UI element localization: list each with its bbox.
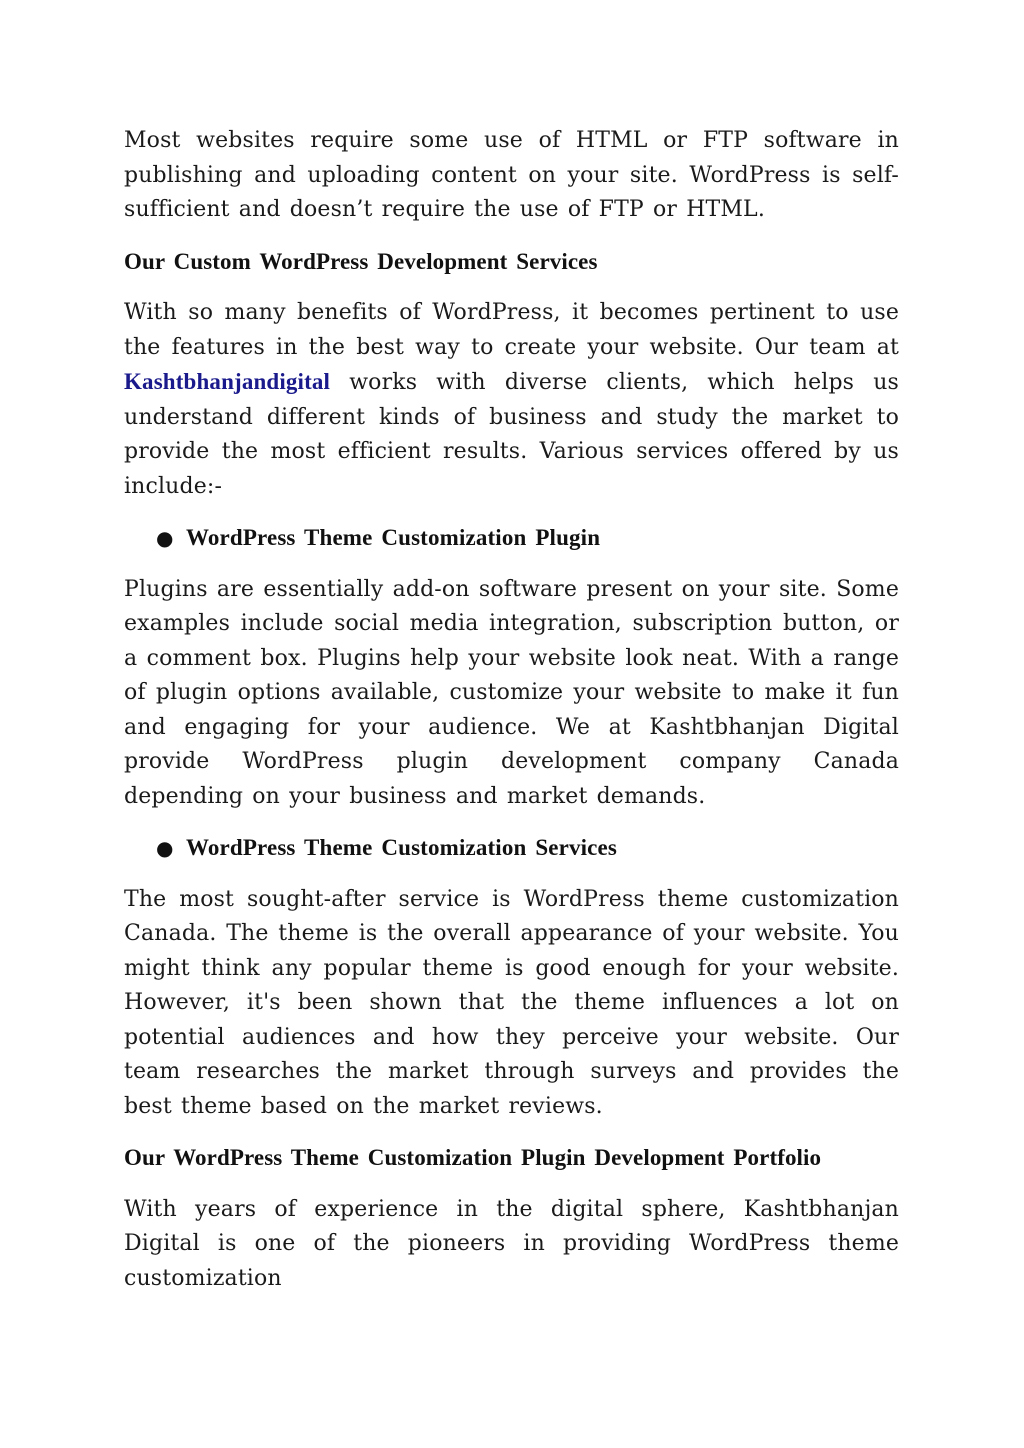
kashtbhanjandigital-link[interactable]: Kashtbhanjandigital bbox=[124, 369, 331, 394]
section-heading-services: Our Custom WordPress Development Services bbox=[124, 248, 598, 274]
section-heading-portfolio: Our WordPress Theme Customization Plugin Development Portfolio bbox=[124, 1145, 822, 1170]
theme-paragraph: The most sought-after service is WordPress theme customization Canada. The theme is the overall appearance of your website. You might think any popular theme is good enough for your website. However, it's been shown that the theme influences a lot on potential audiences and how they perceive your website. Our team researches the market through surveys and provides the best theme based on the market reviews. bbox=[124, 886, 899, 1119]
plugin-paragraph: Plugins are essentially add-on software present on your site. Some examples include social media integration, subscription button, or a comment box. Plugins help your website look neat. With a range of plugin options available, customize your website to make it fun and engaging for your audience. We at Kashtbhanjan Digital provide WordPress plugin development company Canada depending on your business and market demands. bbox=[124, 576, 899, 809]
bullet-item-plugin bbox=[124, 521, 899, 556]
services-paragraph bbox=[124, 296, 899, 504]
bullet-dot-icon: ● bbox=[156, 526, 174, 550]
services-text-start: With so many benefits of WordPress, it becomes pertinent to use the features in the best way to create your website. Our team at bbox=[124, 300, 899, 360]
intro-paragraph: Most websites require some use of HTML or FTP software in publishing and uploading content on your site. WordPress is self-sufficient and doesn’t require the use of FTP or HTML. bbox=[124, 128, 899, 222]
bullet-dot-icon: ● bbox=[156, 836, 174, 860]
portfolio-paragraph: With years of experience in the digital sphere, Kashtbhanjan Digital is one of the pioneers in providing WordPress theme customization bbox=[124, 1196, 899, 1291]
bullet-label-theme-services: WordPress Theme Customization Services bbox=[186, 835, 618, 860]
document-page bbox=[124, 124, 899, 1313]
services-text-end: works with diverse clients, which helps us understand different kinds of business and study the market to provide the most efficient results. Various services offered by us include:- bbox=[124, 370, 899, 499]
bullet-item-theme-services bbox=[124, 831, 899, 866]
bullet-label-plugin: WordPress Theme Customization Plugin bbox=[186, 525, 601, 550]
